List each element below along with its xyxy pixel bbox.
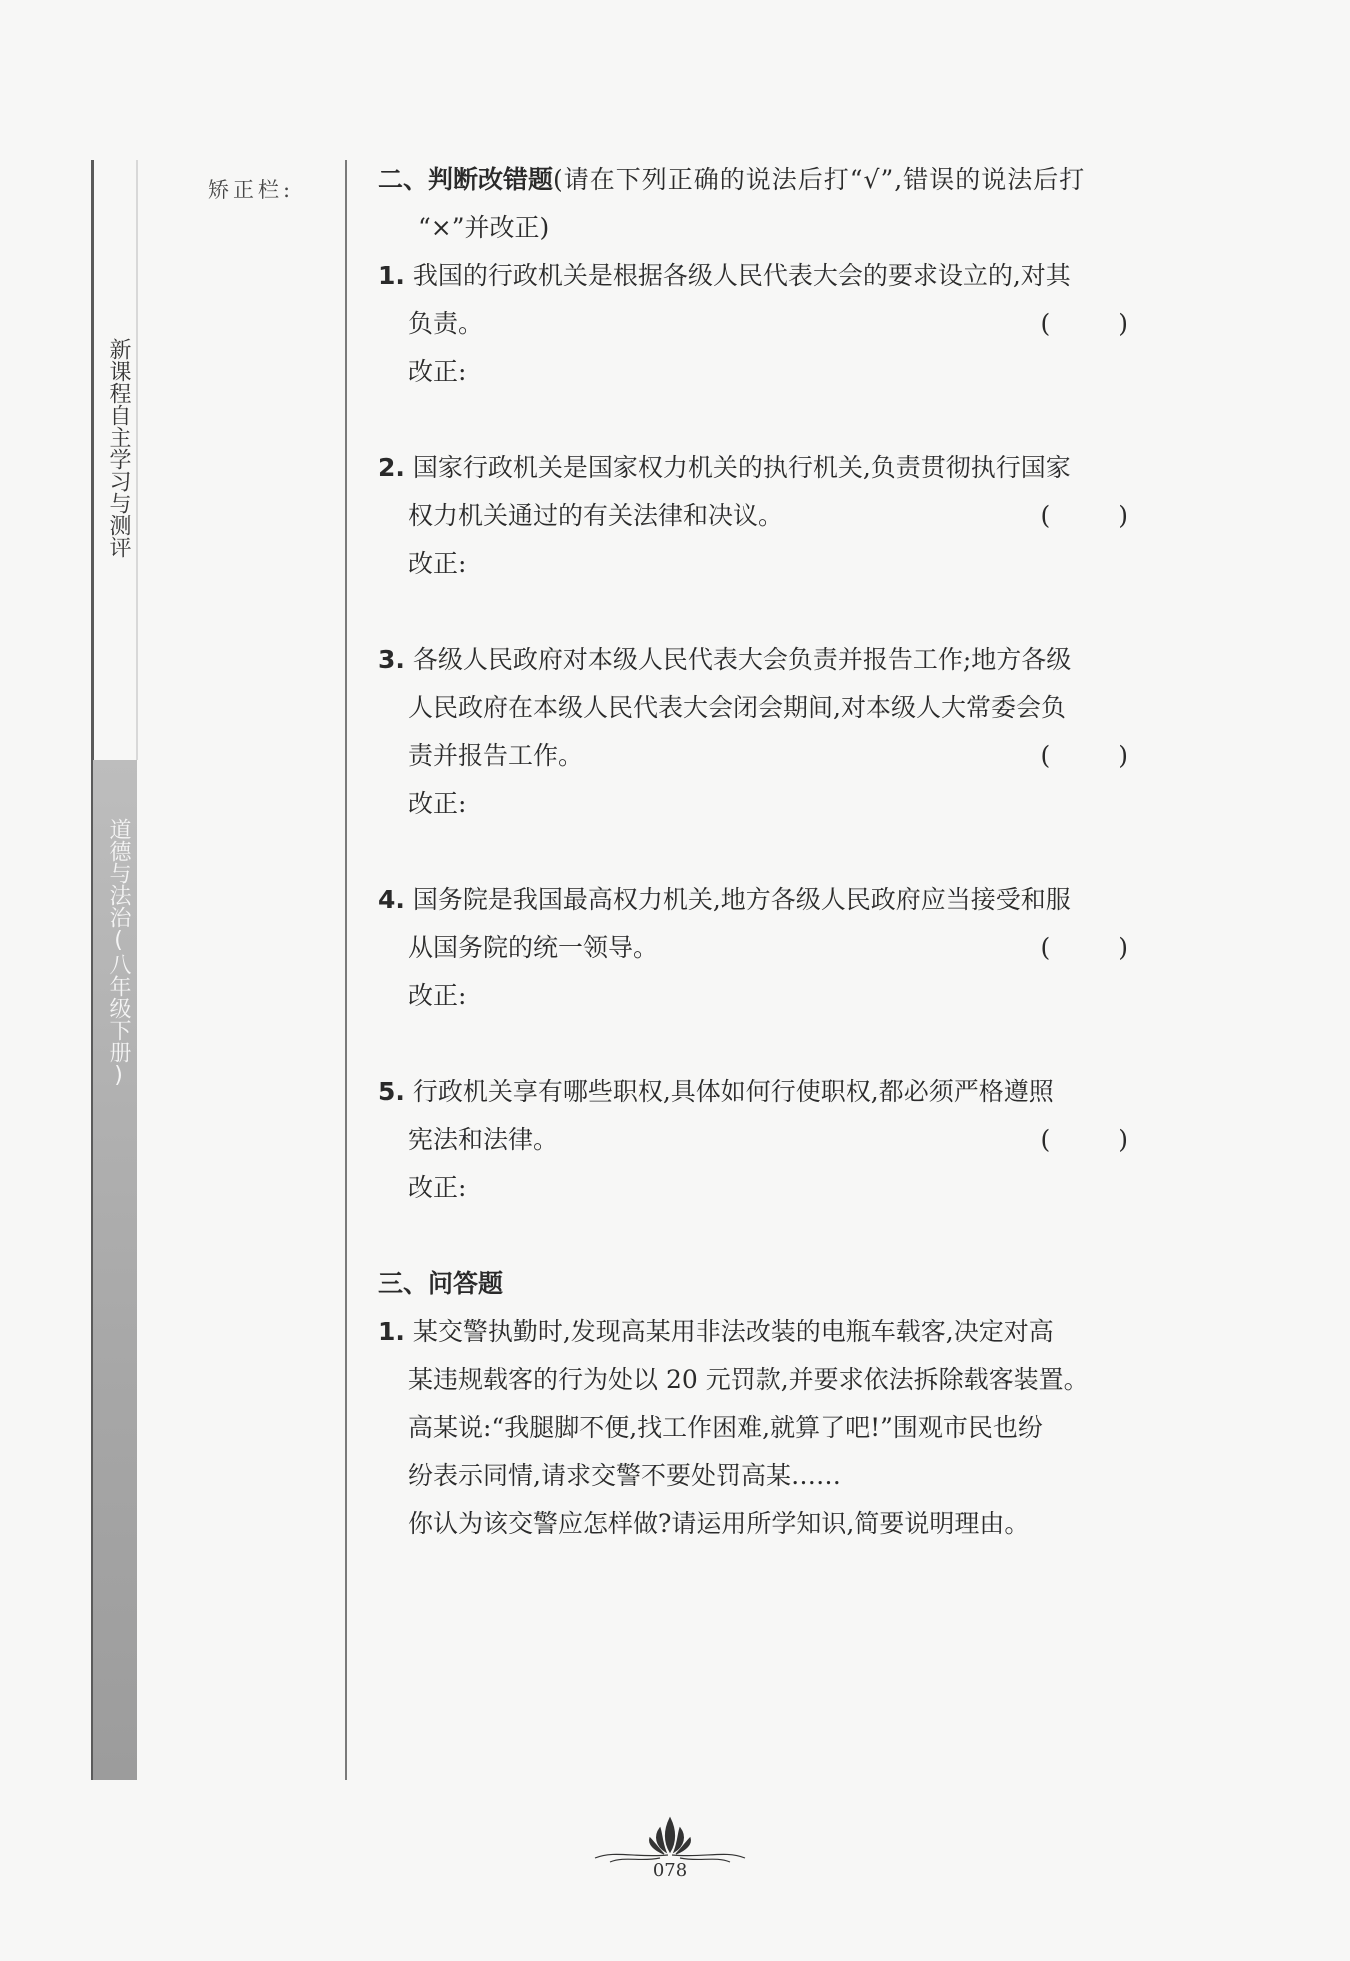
question-text: 各级人民政府对本级人民代表大会负责并报告工作;地方各级 (412, 645, 1072, 674)
question-text: 国务院是我国最高权力机关,地方各级人民政府应当接受和服 (412, 885, 1071, 914)
question-4 (378, 876, 1158, 972)
question-5 (378, 1068, 1158, 1164)
series-title: 新课程自主学习与测评 (106, 338, 131, 558)
question-text-cont: 权力机关通过的有关法律和决议。 (408, 501, 784, 530)
section3-heading (378, 1260, 1158, 1308)
question-3 (378, 636, 1158, 780)
question-text: 行政机关享有哪些职权,具体如何行使职权,都必须严格遵照 (412, 1077, 1054, 1106)
section2-heading (378, 156, 1158, 204)
question-text-cont: 责并报告工作。 (408, 741, 584, 770)
fix-label: 改正: (408, 789, 467, 818)
question-1 (378, 252, 1158, 348)
fix-label: 改正: (408, 357, 467, 386)
correction-column-divider (345, 160, 347, 1780)
answer-bracket[interactable]: ( ) (1040, 933, 1158, 962)
section2-title: 二、判断改错题 (378, 165, 554, 194)
question-number: 1. (378, 261, 405, 290)
question-text: 国家行政机关是国家权力机关的执行机关,负责贯彻执行国家 (412, 453, 1071, 482)
subject-title: 道德与法治(八年级下册) (106, 818, 131, 1088)
question-2 (378, 444, 1158, 540)
section2-note: (请在下列正确的说法后打“√”,错误的说法后打 (553, 165, 1086, 194)
question-number: 5. (378, 1077, 405, 1106)
fix-label: 改正: (408, 549, 467, 578)
answer-bracket[interactable]: ( ) (1040, 741, 1158, 770)
question-text: 某交警执勤时,发现高某用非法改装的电瓶车载客,决定对高 (412, 1317, 1054, 1346)
page-number: 078 (652, 1860, 688, 1881)
question-text-cont: 某违规载客的行为处以 20 元罚款,并要求依法拆除载客装置。 (408, 1365, 1089, 1394)
essay-question-1 (378, 1308, 1158, 1548)
answer-bracket[interactable]: ( ) (1040, 309, 1158, 338)
answer-bracket[interactable]: ( ) (1040, 1125, 1158, 1154)
correction-label: 矫正栏: (208, 178, 295, 202)
question-text: 我国的行政机关是根据各级人民代表大会的要求设立的,对其 (412, 261, 1071, 290)
question-number: 4. (378, 885, 405, 914)
main-content (378, 156, 1158, 1548)
question-number: 3. (378, 645, 405, 674)
fix-label: 改正: (408, 1173, 467, 1202)
question-prompt: 你认为该交警应怎样做?请运用所学知识,简要说明理由。 (408, 1509, 1030, 1538)
question-text-cont: 负责。 (408, 309, 484, 338)
question-text-cont: 从国务院的统一领导。 (408, 933, 659, 962)
section3-title: 三、问答题 (378, 1269, 504, 1298)
question-text-cont: 人民政府在本级人民代表大会闭会期间,对本级人大常委会负 (408, 693, 1066, 722)
fix-label: 改正: (408, 981, 467, 1010)
question-text-cont: 高某说:“我腿脚不便,找工作困难,就算了吧!”围观市民也纷 (408, 1413, 1043, 1442)
question-text-cont: 纷表示同情,请求交警不要处罚高某…… (408, 1461, 841, 1490)
question-text-cont: 宪法和法律。 (408, 1125, 559, 1154)
question-number: 2. (378, 453, 405, 482)
section2-note-cont: “×”并改正) (418, 213, 550, 242)
answer-bracket[interactable]: ( ) (1040, 501, 1158, 530)
question-number: 1. (378, 1317, 405, 1346)
